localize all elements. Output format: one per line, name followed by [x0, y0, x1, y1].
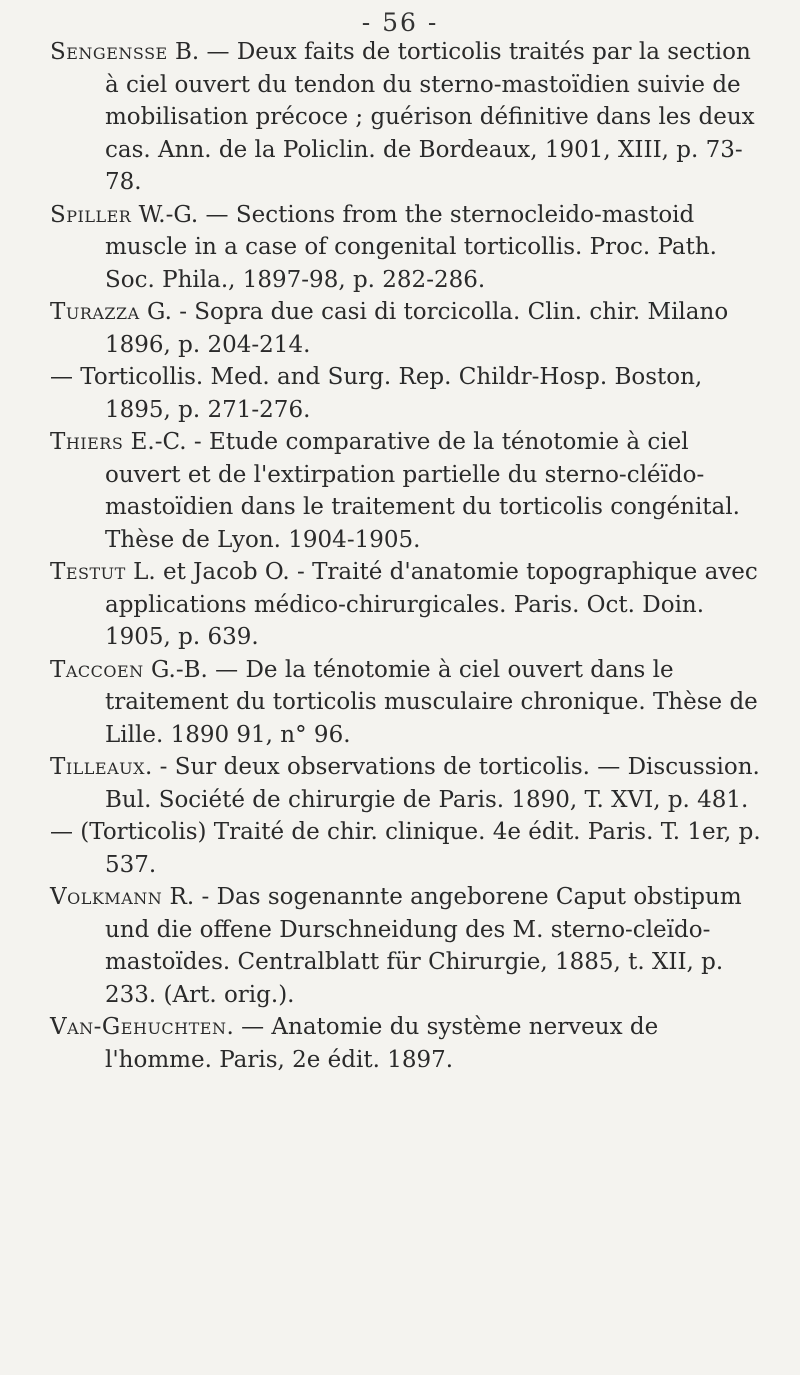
page-number: - 56 - — [361, 8, 439, 37]
bibliography-entry — [50, 556, 770, 654]
entry-text: G.-B. — De la ténotomie à ciel ouvert dans le traitement du torticolis musculaire chronique. Thèse de Lille. 1890 91, n° 96. — [105, 656, 758, 748]
entry-author: Van-Gehuchten — [50, 1014, 227, 1040]
entry-author: Taccoen — [50, 656, 144, 683]
entry-text: G. - Sopra due casi di torcicolla. Clin. chir. Milano 1896, p. 204-214. — [105, 299, 729, 358]
bibliography-entry — [50, 36, 770, 199]
entry-text: . — Anatomie du système nerveux de l'homme. Paris, 2e édit. 1897. — [105, 1014, 659, 1073]
bibliography-list — [50, 36, 770, 1076]
bibliography-entry — [50, 361, 770, 426]
bibliography-entry — [50, 751, 770, 816]
entry-author: Tilleaux — [50, 754, 146, 780]
bibliography-entry — [50, 1011, 770, 1076]
entry-author: Spiller — [50, 201, 132, 228]
entry-author: Sengensse — [50, 39, 168, 65]
entry-text: L. et Jacob O. - Traité d'anatomie topographique avec applications médico-chirurgicales. Paris. Oct. Doin. 1905, p. 639. — [105, 559, 758, 650]
bibliography-entry — [50, 881, 770, 1011]
entry-author: Testut — [50, 559, 126, 585]
entry-author: Volkmann — [50, 884, 163, 910]
bibliography-entry — [50, 654, 770, 752]
entry-text: . - Sur deux observations de torticolis. — Discussion. Bul. Société de chirurgie de Paris. 1890, T. XVI, p. 481. — [105, 754, 760, 813]
bibliography-entry — [50, 199, 770, 297]
entry-text: W.-G. — Sections from the sternocleido-mastoid muscle in a case of congenital torticollis. Proc. Path. Soc. Phila., 1897-98, p. 282-286. — [105, 201, 717, 293]
entry-text: B. — Deux faits de torticolis traités par la section à ciel ouvert du tendon du sterno-mastoïdien suivie de mobilisation précoce ; guérison définitive dans les deux cas. Ann. de la Policlin. de Bordeaux, 1901, XIII, p. 73-78. — [105, 39, 755, 195]
bibliography-entry — [50, 816, 770, 881]
entry-text: — (Torticolis) Traité de chir. clinique. 4e édit. Paris. T. 1er, p. 537. — [50, 819, 761, 878]
entry-text: E.-C. - Etude comparative de la ténotomie à ciel ouvert et de l'extirpation partielle du sterno-cléïdo-mastoïdien dans le traitement du torticolis congénital. Thèse de Lyon. 1904-1905. — [105, 429, 740, 553]
bibliography-entry — [50, 426, 770, 556]
entry-author: Thiers — [50, 429, 124, 455]
entry-author: Turazza — [50, 299, 140, 325]
entry-text: R. - Das sogenannte angeborene Caput obstipum und die offene Durschneidung des M. sterno-cleïdo-mastoïdes. Centralblatt für Chirurgie, 1885, t. XII, p. 233. (Art. orig.). — [105, 884, 742, 1008]
entry-text: — Torticollis. Med. and Surg. Rep. Childr-Hosp. Boston, 1895, p. 271-276. — [50, 364, 703, 423]
bibliography-entry — [50, 296, 770, 361]
